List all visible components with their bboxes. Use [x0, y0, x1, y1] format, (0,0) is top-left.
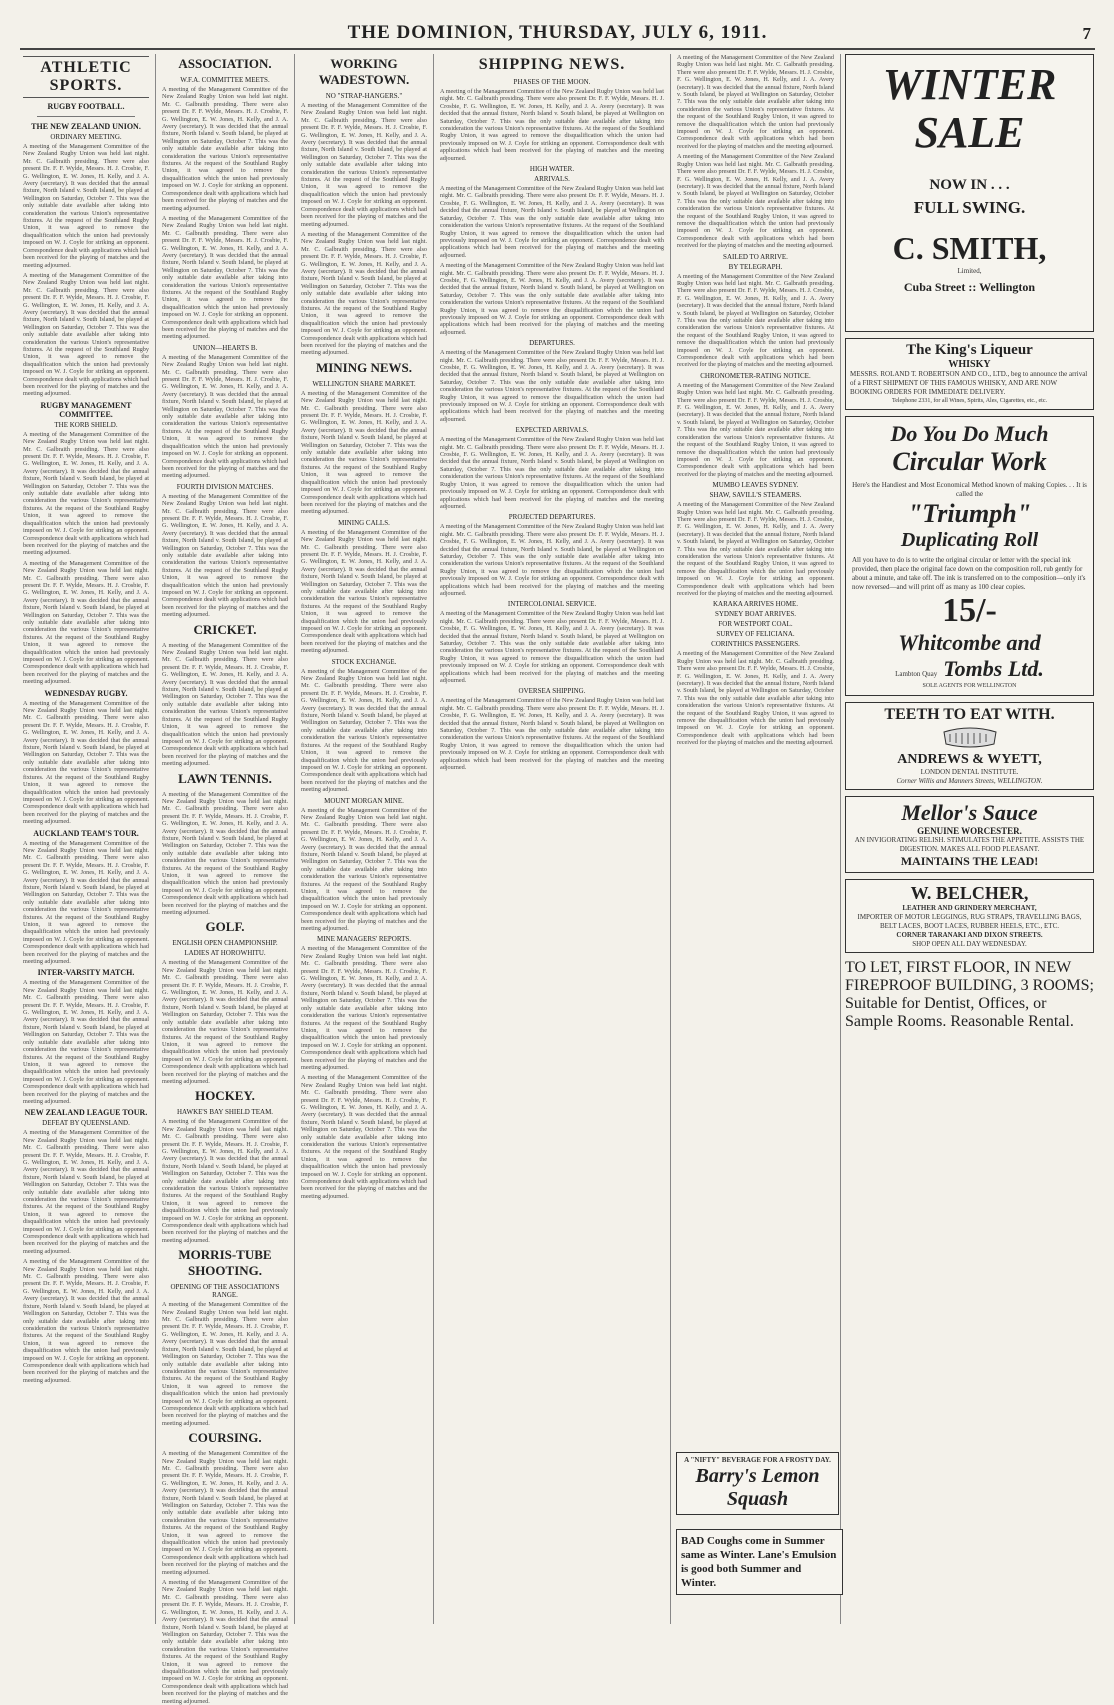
- ad-barry-title: Barry's Lemon Squash: [695, 1465, 820, 1510]
- section-heading: LAWN TENNIS.: [178, 770, 272, 786]
- minor-heading: ENGLISH OPEN CHAMPIONSHIP.: [172, 939, 278, 948]
- minor-heading: THE KORB SHIELD.: [54, 420, 118, 429]
- sub-heading: INTER-VARSITY MATCH.: [37, 968, 135, 978]
- masthead: [20, 22, 1095, 50]
- ad-belcher-hours: SHOP OPEN ALL DAY WEDNESDAY.: [912, 940, 1027, 948]
- article-text: A meeting of the Management Committee of the New Zealand Rugby Union was held last night. Mr. C. Galbraith presiding. There were also present Dr. F. F. Wylde, Messrs. H. J. Crosbie, F. G. Wellington, E. W. Jones, H. Kelly, and J. A. Avery (secretary). It was decided that the annual fixture, North Island v. South Island, be played at Wellington on Saturday, October 7. This was the only suitable date available after taking into consideration the various Union's representative fixtures. At the request of the Southland Rugby Union, it was agreed to remove the disqualification which the union had previously imposed on W. J. Coyle for striking an opponent. Correspondence dealt with applications which had been received for the playing of matches and the meeting adjourned.: [440, 436, 664, 510]
- section-heading: CRICKET.: [193, 621, 257, 637]
- minor-heading: FOR WESTPORT COAL.: [718, 620, 793, 629]
- section-heading: HOCKEY.: [195, 1088, 255, 1104]
- article-text: A meeting of the Management Committee of the New Zealand Rugby Union was held last night. Mr. C. Galbraith presiding. There were also present Dr. F. F. Wylde, Messrs. H. J. Crosbie, F. G. Wellington, E. W. Jones, H. Kelly, and J. A. Avery (secretary). It was decided that the annual fixture, North Island v. South Island, be played at Wellington on Saturday, October 7. This was the only suitable date available after taking into consideration the various Union's representative fixtures. At the request of the Southland Rugby Union, it was agreed to remove the disqualification which the union had previously imposed on W. J. Coyle for striking an opponent. Correspondence dealt with applications which had been received for the playing of matches and the meeting adjourned.: [301, 528, 427, 655]
- article-text: A meeting of the Management Committee of the New Zealand Rugby Union was held last night. Mr. C. Galbraith presiding. There were also present Dr. F. F. Wylde, Messrs. H. J. Crosbie, F. G. Wellington, E. W. Jones, H. Kelly, and J. A. Avery (secretary). It was decided that the annual fixture, North Island v. South Island, be played at Wellington on Saturday, October 7. This was the only suitable date available after taking into consideration the various Union's representative fixtures. At the request of the Southland Rugby Union, it was agreed to remove the disqualification which the union had previously imposed on W. J. Coyle for striking an opponent. Correspondence dealt with applications which had been received for the playing of matches and the meeting adjourned.: [301, 1074, 427, 1200]
- column-rule: [155, 54, 156, 1624]
- ad-duplicating-roll: Duplicating Roll: [900, 529, 1039, 551]
- article-text: A meeting of the Management Committee of the New Zealand Rugby Union was held last night. Mr. C. Galbraith presiding. There were also present Dr. F. F. Wylde, Messrs. H. J. Crosbie, F. G. Wellington, E. W. Jones, H. Kelly, and J. A. Avery (secretary). It was decided that the annual fixture, North Island v. South Island, be played at Wellington on Saturday, October 7. This was the only suitable date available after taking into consideration the various Union's representative fixtures. At the request of the Southland Rugby Union, it was agreed to remove the disqualification which the union had previously imposed on W. J. Coyle for striking an opponent. Correspondence dealt with applications which had been received for the playing of matches and the meeting adjourned.: [440, 185, 664, 259]
- ad-belcher-text: IMPORTER OF MOTOR LEGGINGS, RUG STRAPS, TRAVELLING BAGS, BELT LACES, BOOT LACES, RUBBER HEELS, ETC., ETC.: [857, 913, 1082, 930]
- minor-heading: PHASES OF THE MOON.: [513, 78, 591, 86]
- minor-heading: W.F.A. COMMITTEE MEETS.: [180, 76, 270, 84]
- sub-heading: NEW ZEALAND LEAGUE TOUR.: [24, 1108, 148, 1118]
- section-heading: ASSOCIATION.: [178, 56, 272, 71]
- ad-kings-phone: Telephone 2331, for all Wines, Spirits, Ales, Cigarettes, etc., etc.: [891, 398, 1048, 404]
- minor-heading: MUMBO LEAVES SYDNEY.: [712, 481, 799, 490]
- column-shipping-continued: [672, 54, 839, 1624]
- article-text: A meeting of the Management Committee of the New Zealand Rugby Union was held last night. Mr. C. Galbraith presiding. There were also present Dr. F. F. Wylde, Messrs. H. J. Crosbie, F. G. Wellington, E. W. Jones, H. Kelly, and J. A. Avery (secretary). It was decided that the annual fixture, North Island v. South Island, be played at Wellington on Saturday, October 7. This was the only suitable date available after taking into consideration the various Union's representative fixtures. At the request of the Southland Rugby Union, it was agreed to remove the disqualification which the union had previously imposed on W. J. Coyle for striking an opponent. Correspondence dealt with applications which had been received for the playing of matches and the meeting adjourned.: [23, 839, 149, 966]
- sub-heading: AUCKLAND TEAM'S TOUR.: [33, 828, 139, 838]
- ad-teeth-title: TEETH TO EAT WITH.: [884, 706, 1055, 723]
- article-text: A meeting of the Management Committee of the New Zealand Rugby Union was held last night. Mr. C. Galbraith presiding. There were also present Dr. F. F. Wylde, Messrs. H. J. Crosbie, F. G. Wellington, E. W. Jones, H. Kelly, and J. A. Avery (secretary). It was decided that the annual fixture, North Island v. South Island, be played at Wellington on Saturday, October 7. This was the only suitable date available after taking into consideration the various Union's representative fixtures. At the request of the Southland Rugby Union, it was agreed to remove the disqualification which the union had previously imposed on W. J. Coyle for striking an opponent. Correspondence dealt with applications which had been received for the playing of matches and the meeting adjourned.: [301, 389, 427, 516]
- article-text: A meeting of the Management Committee of the New Zealand Rugby Union was held last night. Mr. C. Galbraith presiding. There were also present Dr. F. F. Wylde, Messrs. H. J. Crosbie, F. G. Wellington, E. W. Jones, H. Kelly, and J. A. Avery (secretary). It was decided that the annual fixture, North Island v. South Island, be played at Wellington on Saturday, October 7. This was the only suitable date available after taking into consideration the various Union's representative fixtures. At the request of the Southland Rugby Union, it was agreed to remove the disqualification which the union had previously imposed on W. J. Coyle for striking an opponent. Correspondence dealt with applications which had been received for the playing of matches and the meeting adjourned.: [677, 153, 834, 250]
- article-text: A meeting of the Management Committee of the New Zealand Rugby Union was held last night. Mr. C. Galbraith presiding. There were also present Dr. F. F. Wylde, Messrs. H. J. Crosbie, F. G. Wellington, E. W. Jones, H. Kelly, and J. A. Avery (secretary). It was decided that the annual fixture, North Island v. South Island, be played at Wellington on Saturday, October 7. This was the only suitable date available after taking into consideration the various Union's representative fixtures. At the request of the Southland Rugby Union, it was agreed to remove the disqualification which the union had previously imposed on W. J. Coyle for striking an opponent. Correspondence dealt with applications which had been received for the playing of matches and the meeting adjourned.: [162, 1118, 288, 1244]
- ad-kings-text: MESSRS. ROLAND T. ROBERTSON AND CO., LTD., beg to announce the arrival of a FIRST SHIPMENT OF THIS FAMOUS WHISKY, AND ARE NOW BOOKING ORDERS FOR IMMEDIATE DELIVERY.: [850, 370, 1088, 396]
- minor-heading: MINING CALLS.: [338, 518, 390, 527]
- ad-price: 15/-: [942, 592, 997, 629]
- article-text: A meeting of the Management Committee of the New Zealand Rugby Union was held last night. Mr. C. Galbraith presiding. There were also present Dr. F. F. Wylde, Messrs. H. J. Crosbie, F. G. Wellington, E. W. Jones, H. Kelly, and J. A. Avery (secretary). It was decided that the annual fixture, North Island v. South Island, be played at Wellington on Saturday, October 7. This was the only suitable date available after taking into consideration the various Union's representative fixtures. At the request of the Southland Rugby Union, it was agreed to remove the disqualification which the union had previously imposed on W. J. Coyle for striking an opponent. Correspondence dealt with applications which had been received for the playing of matches and the meeting adjourned.: [23, 1258, 149, 1384]
- section-heading: MINING NEWS.: [315, 359, 413, 375]
- dentures-icon: [940, 726, 1000, 750]
- article-text: A meeting of the Management Committee of the New Zealand Rugby Union was held last night. Mr. C. Galbraith presiding. There were also present Dr. F. F. Wylde, Messrs. H. J. Crosbie, F. G. Wellington, E. W. Jones, H. Kelly, and J. A. Avery (secretary). It was decided that the annual fixture, North Island v. South Island, be played at Wellington on Saturday, October 7. This was the only suitable date available after taking into consideration the various Union's representative fixtures. At the request of the Southland Rugby Union, it was agreed to remove the disqualification which the union had previously imposed on W. J. Coyle for striking an opponent. Correspondence dealt with applications which had been received for the playing of matches and the meeting adjourned.: [162, 1450, 288, 1576]
- ad-mellor-lead: MAINTAINS THE LEAD!: [900, 854, 1039, 868]
- ad-smith-address: Cuba Street :: Wellington: [903, 280, 1036, 294]
- minor-heading: DEFEAT BY QUEENSLAND.: [42, 1119, 130, 1128]
- minor-heading: FOURTH DIVISION MATCHES.: [176, 482, 274, 491]
- column-athletic-sports: [18, 54, 154, 1624]
- column-wadestown-mining: [296, 54, 432, 1624]
- ad-smith-limited: Limited,: [957, 267, 982, 275]
- ad-coughs-text: BAD Coughs come in Summer same as Winter. Lane's Emulsion is good both Summer and Winter.: [681, 1535, 837, 1589]
- article-text: A meeting of the Management Committee of the New Zealand Rugby Union was held last night. Mr. C. Galbraith presiding. There were also present Dr. F. F. Wylde, Messrs. H. J. Crosbie, F. G. Wellington, E. W. Jones, H. Kelly, and J. A. Avery (secretary). It was decided that the annual fixture, North Island v. South Island, be played at Wellington on Saturday, October 7. This was the only suitable date available after taking into consideration the various Union's representative fixtures. At the request of the Southland Rugby Union, it was agreed to remove the disqualification which the union had previously imposed on W. J. Coyle for striking an opponent. Correspondence dealt with applications which had been received for the playing of matches and the meeting adjourned.: [677, 272, 834, 369]
- minor-heading: WELLINGTON SHARE MARKET.: [312, 379, 416, 388]
- article-text: A meeting of the Management Committee of the New Zealand Rugby Union was held last night. Mr. C. Galbraith presiding. There were also present Dr. F. F. Wylde, Messrs. H. J. Crosbie, F. G. Wellington, E. W. Jones, H. Kelly, and J. A. Avery (secretary). It was decided that the annual fixture, North Island v. South Island, be played at Wellington on Saturday, October 7. This was the only suitable date available after taking into consideration the various Union's representative fixtures. At the request of the Southland Rugby Union, it was agreed to remove the disqualification which the union had previously imposed on W. J. Coyle for striking an opponent. Correspondence dealt with applications which had been received for the playing of matches and the meeting adjourned.: [440, 697, 664, 772]
- ad-lanes-emulsion: [676, 1529, 843, 1595]
- minor-heading: SYDNEY BOAT ARRIVES.: [714, 610, 797, 619]
- minor-heading: CHRONOMETER-RATING NOTICE.: [700, 371, 811, 380]
- minor-heading: HIGH WATER.: [529, 165, 575, 174]
- minor-heading: SURVEY OF FELICIANA.: [716, 630, 795, 639]
- minor-heading: MINE MANAGERS' REPORTS.: [317, 935, 411, 944]
- article-text: A meeting of the Management Committee of the New Zealand Rugby Union was held last night. Mr. C. Galbraith presiding. There were also present Dr. F. F. Wylde, Messrs. H. J. Crosbie, F. G. Wellington, E. W. Jones, H. Kelly, and J. A. Avery (secretary). It was decided that the annual fixture, North Island v. South Island, be played at Wellington on Saturday, October 7. This was the only suitable date available after taking into consideration the various Union's representative fixtures. At the request of the Southland Rugby Union, it was agreed to remove the disqualification which the union had previously imposed on W. J. Coyle for striking an opponent. Correspondence dealt with applications which had been received for the playing of matches and the meeting adjourned.: [162, 959, 288, 1085]
- article-text: A meeting of the Management Committee of the New Zealand Rugby Union was held last night. Mr. C. Galbraith presiding. There were also present Dr. F. F. Wylde, Messrs. H. J. Crosbie, F. G. Wellington, E. W. Jones, H. Kelly, and J. A. Avery (secretary). It was decided that the annual fixture, North Island v. South Island, be played at Wellington on Saturday, October 7. This was the only suitable date available after taking into consideration the various Union's representative fixtures. At the request of the Southland Rugby Union, it was agreed to remove the disqualification which the union had previously imposed on W. J. Coyle for striking an opponent. Correspondence dealt with applications which had been received for the playing of matches and the meeting adjourned.: [23, 1129, 149, 1255]
- article-text: A meeting of the Management Committee of the New Zealand Rugby Union was held last night. Mr. C. Galbraith presiding. There were also present Dr. F. F. Wylde, Messrs. H. J. Crosbie, F. G. Wellington, E. W. Jones, H. Kelly, and J. A. Avery (secretary). It was decided that the annual fixture, North Island v. South Island, be played at Wellington on Saturday, October 7. This was the only suitable date available after taking into consideration the various Union's representative fixtures. At the request of the Southland Rugby Union, it was agreed to remove the disqualification which the union had previously imposed on W. J. Coyle for striking an opponent. Correspondence dealt with applications which had been received for the playing of matches and the meeting adjourned.: [301, 230, 427, 357]
- article-text: A meeting of the Management Committee of the New Zealand Rugby Union was held last night. Mr. C. Galbraith presiding. There were also present Dr. F. F. Wylde, Messrs. H. J. Crosbie, F. G. Wellington, E. W. Jones, H. Kelly, and J. A. Avery (secretary). It was decided that the annual fixture, North Island v. South Island, be played at Wellington on Saturday, October 7. This was the only suitable date available after taking into consideration the various Union's representative fixtures. At the request of the Southland Rugby Union, it was agreed to remove the disqualification which the union had previously imposed on W. J. Coyle for striking an opponent. Correspondence dealt with applications which had been received for the playing of matches and the meeting adjourned.: [162, 1301, 288, 1427]
- ad-belcher-address: CORNER TARANAKI AND DIXON STREETS.: [896, 931, 1043, 939]
- section-heading: COURSING.: [188, 1430, 262, 1446]
- minor-heading: MOUNT MORGAN MINE.: [324, 796, 404, 805]
- article-text: A meeting of the Management Committee of the New Zealand Rugby Union was held last night. Mr. C. Galbraith presiding. There were also present Dr. F. F. Wylde, Messrs. H. J. Crosbie, F. G. Wellington, E. W. Jones, H. Kelly, and J. A. Avery (secretary). It was decided that the annual fixture, North Island v. South Island, be played at Wellington on Saturday, October 7. This was the only suitable date available after taking into consideration the various Union's representative fixtures. At the request of the Southland Rugby Union, it was agreed to remove the disqualification which the union had previously imposed on W. J. Coyle for striking an opponent. Correspondence dealt with applications which had been received for the playing of matches and the meeting adjourned.: [301, 667, 427, 794]
- ad-andrews-sub: LONDON DENTAL INSTITUTE.: [920, 768, 1019, 776]
- sub-heading: RUGBY MANAGEMENT COMMITTEE.: [40, 400, 132, 419]
- ad-mellor-sub: GENUINE WORCESTER.: [917, 826, 1022, 836]
- minor-heading: LADIES AT HOROWHITU.: [184, 949, 266, 958]
- ad-now-in: NOW IN . . .: [929, 177, 1010, 193]
- minor-heading: STOCK EXCHANGE.: [331, 657, 397, 666]
- minor-heading: UNION—HEARTS B.: [192, 343, 258, 352]
- section-heading: GOLF.: [205, 919, 245, 935]
- column-rule: [294, 54, 295, 1624]
- column-association: [157, 54, 293, 1705]
- article-text: A meeting of the Management Committee of the New Zealand Rugby Union was held last night. Mr. C. Galbraith presiding. There were also present Dr. F. F. Wylde, Messrs. H. J. Crosbie, F. G. Wellington, E. W. Jones, H. Kelly, and J. A. Avery (secretary). It was decided that the annual fixture, North Island v. South Island, be played at Wellington on Saturday, October 7. This was the only suitable date available after taking into consideration the various Union's representative fixtures. At the request of the Southland Rugby Union, it was agreed to remove the disqualification which the union had previously imposed on W. J. Coyle for striking an opponent. Correspondence dealt with applications which had been received for the playing of matches and the meeting adjourned.: [162, 214, 288, 341]
- article-text: A meeting of the Management Committee of the New Zealand Rugby Union was held last night. Mr. C. Galbraith presiding. There were also present Dr. F. F. Wylde, Messrs. H. J. Crosbie, F. G. Wellington, E. W. Jones, H. Kelly, and J. A. Avery (secretary). It was decided that the annual fixture, North Island v. South Island, be played at Wellington on Saturday, October 7. This was the only suitable date available after taking into consideration the various Union's representative fixtures. At the request of the Southland Rugby Union, it was agreed to remove the disqualification which the union had previously imposed on W. J. Coyle for striking an opponent. Correspondence dealt with applications which had been received for the playing of matches and the meeting adjourned.: [440, 610, 664, 685]
- ad-lambton: Lambton Quay: [895, 670, 938, 678]
- ad-andrews-name: ANDREWS & WYETT,: [897, 752, 1042, 767]
- ad-do-you: Do You Do Much: [890, 421, 1049, 446]
- ad-triumph-name: "Triumph": [907, 499, 1032, 528]
- ad-andrews-wyett: [845, 702, 1094, 790]
- article-text: A meeting of the Management Committee of the New Zealand Rugby Union was held last night. Mr. C. Galbraith presiding. There were also present Dr. F. F. Wylde, Messrs. H. J. Crosbie, F. G. Wellington, E. W. Jones, H. Kelly, and J. A. Avery (secretary). It was decided that the annual fixture, North Island v. South Island, be played at Wellington on Saturday, October 7. This was the only suitable date available after taking into consideration the various Union's representative fixtures. At the request of the Southland Rugby Union, it was agreed to remove the disqualification which the union had previously imposed on W. J. Coyle for striking an opponent. Correspondence dealt with applications which had been received for the playing of matches and the meeting adjourned.: [677, 381, 834, 478]
- article-text: A meeting of the Management Committee of the New Zealand Rugby Union was held last night. Mr. C. Galbraith presiding. There were also present Dr. F. F. Wylde, Messrs. H. J. Crosbie, F. G. Wellington, E. W. Jones, H. Kelly, and J. A. Avery (secretary). It was decided that the annual fixture, North Island v. South Island, be played at Wellington on Saturday, October 7. This was the only suitable date available after taking into consideration the various Union's representative fixtures. At the request of the Southland Rugby Union, it was agreed to remove the disqualification which the union had previously imposed on W. J. Coyle for striking an opponent. Correspondence dealt with applications which had been received for the playing of matches and the meeting adjourned.: [23, 559, 149, 686]
- ad-smith-name: C. SMITH,: [892, 230, 1047, 266]
- divider: [37, 116, 135, 117]
- minor-heading: SAILED TO ARRIVE.: [723, 252, 788, 261]
- minor-heading: BY TELEGRAPH.: [728, 262, 783, 271]
- minor-heading: NO "STRAP-HANGERS.": [325, 92, 403, 100]
- column-rule: [670, 54, 671, 1624]
- minor-heading: ORDINARY MEETING.: [50, 133, 122, 141]
- section-heading: ATHLETIC SPORTS.: [23, 56, 149, 98]
- page-number: 7: [1082, 24, 1091, 43]
- article-text: A meeting of the Management Committee of the New Zealand Rugby Union was held last night. Mr. C. Galbraith presiding. There were also present Dr. F. F. Wylde, Messrs. H. J. Crosbie, F. G. Wellington, E. W. Jones, H. Kelly, and J. A. Avery (secretary). It was decided that the annual fixture, North Island v. South Island, be played at Wellington on Saturday, October 7. This was the only suitable date available after taking into consideration the various Union's representative fixtures. At the request of the Southland Rugby Union, it was agreed to remove the disqualification which the union had previously imposed on W. J. Coyle for striking an opponent. Correspondence dealt with applications which had been received for the playing of matches and the meeting adjourned.: [677, 54, 834, 150]
- minor-heading: DEPARTURES.: [529, 339, 575, 348]
- article-text: A meeting of the Management Committee of the New Zealand Rugby Union was held last night. Mr. C. Galbraith presiding. There were also present Dr. F. F. Wylde, Messrs. H. J. Crosbie, F. G. Wellington, E. W. Jones, H. Kelly, and J. A. Avery (secretary). It was decided that the annual fixture, North Island v. South Island, be played at Wellington on Saturday, October 7. This was the only suitable date available after taking into consideration the various Union's representative fixtures. At the request of the Southland Rugby Union, it was agreed to remove the disqualification which the union had previously imposed on W. J. Coyle for striking an opponent. Correspondence dealt with applications which had been received for the playing of matches and the meeting adjourned.: [440, 88, 664, 162]
- minor-heading: HAWKE'S BAY SHIELD TEAM.: [176, 1108, 274, 1117]
- ad-sole-agents: SOLE AGENTS FOR WELLINGTON: [922, 683, 1017, 689]
- article-text: A meeting of the Management Committee of the New Zealand Rugby Union was held last night. Mr. C. Galbraith presiding. There were also present Dr. F. F. Wylde, Messrs. H. J. Crosbie, F. G. Wellington, E. W. Jones, H. Kelly, and J. A. Avery (secretary). It was decided that the annual fixture, North Island v. South Island, be played at Wellington on Saturday, October 7. This was the only suitable date available after taking into consideration the various Union's representative fixtures. At the request of the Southland Rugby Union, it was agreed to remove the disqualification which the union had previously imposed on W. J. Coyle for striking an opponent. Correspondence dealt with applications which had been received for the playing of matches and the meeting adjourned.: [23, 979, 149, 1105]
- ad-belcher: [845, 879, 1094, 953]
- article-text: A meeting of the Management Committee of the New Zealand Rugby Union was held last night. Mr. C. Galbraith presiding. There were also present Dr. F. F. Wylde, Messrs. H. J. Crosbie, F. G. Wellington, E. W. Jones, H. Kelly, and J. A. Avery (secretary). It was decided that the annual fixture, North Island v. South Island, be played at Wellington on Saturday, October 7. This was the only suitable date available after taking into consideration the various Union's representative fixtures. At the request of the Southland Rugby Union, it was agreed to remove the disqualification which the union had previously imposed on W. J. Coyle for striking an opponent. Correspondence dealt with applications which had been received for the playing of matches and the meeting adjourned.: [677, 650, 834, 747]
- minor-heading: ARRIVALS.: [534, 175, 570, 184]
- ad-circular-work: Circular Work: [892, 447, 1047, 476]
- ad-triumph-text: All you have to do is to write the original circular or letter with the special ink provided, then place the original face down on the composition roll, rub gently for about a minute, and take off. The ink is transferred on to the composition—only it's now reversed—and will print off as many as 100 clear copies.: [852, 556, 1086, 591]
- article-text: A meeting of the Management Committee of the New Zealand Rugby Union was held last night. Mr. C. Galbraith presiding. There were also present Dr. F. F. Wylde, Messrs. H. J. Crosbie, F. G. Wellington, E. W. Jones, H. Kelly, and J. A. Avery (secretary). It was decided that the annual fixture, North Island v. South Island, be played at Wellington on Saturday, October 7. This was the only suitable date available after taking into consideration the various Union's representative fixtures. At the request of the Southland Rugby Union, it was agreed to remove the disqualification which the union had previously imposed on W. J. Coyle for striking an opponent. Correspondence dealt with applications which had been received for the playing of matches and the meeting adjourned.: [23, 143, 149, 269]
- article-text: A meeting of the Management Committee of the New Zealand Rugby Union was held last night. Mr. C. Galbraith presiding. There were also present Dr. F. F. Wylde, Messrs. H. J. Crosbie, F. G. Wellington, E. W. Jones, H. Kelly, and J. A. Avery (secretary). It was decided that the annual fixture, North Island v. South Island, be played at Wellington on Saturday, October 7. This was the only suitable date available after taking into consideration the various Union's representative fixtures. At the request of the Southland Rugby Union, it was agreed to remove the disqualification which the union had previously imposed on W. J. Coyle for striking an opponent. Correspondence dealt with applications which had been received for the playing of matches and the meeting adjourned.: [162, 641, 288, 768]
- ad-belcher-name: W. BELCHER,: [910, 883, 1029, 903]
- article-text: A meeting of the Management Committee of the New Zealand Rugby Union was held last night. Mr. C. Galbraith presiding. There were also present Dr. F. F. Wylde, Messrs. H. J. Crosbie, F. G. Wellington, E. W. Jones, H. Kelly, and J. A. Avery (secretary). It was decided that the annual fixture, North Island v. South Island, be played at Wellington on Saturday, October 7. This was the only suitable date available after taking into consideration the various Union's representative fixtures. At the request of the Southland Rugby Union, it was agreed to remove the disqualification which the union had previously imposed on W. J. Coyle for striking an opponent. Correspondence dealt with applications which had been received for the playing of matches and the meeting adjourned.: [162, 353, 288, 480]
- article-text: A meeting of the Management Committee of the New Zealand Rugby Union was held last night. Mr. C. Galbraith presiding. There were also present Dr. F. F. Wylde, Messrs. H. J. Crosbie, F. G. Wellington, E. W. Jones, H. Kelly, and J. A. Avery (secretary). It was decided that the annual fixture, North Island v. South Island, be played at Wellington on Saturday, October 7. This was the only suitable date available after taking into consideration the various Union's representative fixtures. At the request of the Southland Rugby Union, it was agreed to remove the disqualification which the union had previously imposed on W. J. Coyle for striking an opponent. Correspondence dealt with applications which had been received for the playing of matches and the meeting adjourned.: [23, 271, 149, 398]
- minor-heading: OPENING OF THE ASSOCIATION'S RANGE.: [170, 1283, 280, 1300]
- ad-whitcombe: Whitcombe and: [898, 630, 1041, 655]
- sub-heading: WEDNESDAY RUGBY.: [44, 688, 128, 698]
- article-text: A meeting of the Management Committee of the New Zealand Rugby Union was held last night. Mr. C. Galbraith presiding. There were also present Dr. F. F. Wylde, Messrs. H. J. Crosbie, F. G. Wellington, E. W. Jones, H. Kelly, and J. A. Avery (secretary). It was decided that the annual fixture, North Island v. South Island, be played at Wellington on Saturday, October 7. This was the only suitable date available after taking into consideration the various Union's representative fixtures. At the request of the Southland Rugby Union, it was agreed to remove the disqualification which the union had previously imposed on W. J. Coyle for striking an opponent. Correspondence dealt with applications which had been received for the playing of matches and the meeting adjourned.: [162, 492, 288, 619]
- article-text: A meeting of the Management Committee of the New Zealand Rugby Union was held last night. Mr. C. Galbraith presiding. There were also present Dr. F. F. Wylde, Messrs. H. J. Crosbie, F. G. Wellington, E. W. Jones, H. Kelly, and J. A. Avery (secretary). It was decided that the annual fixture, North Island v. South Island, be played at Wellington on Saturday, October 7. This was the only suitable date available after taking into consideration the various Union's representative fixtures. At the request of the Southland Rugby Union, it was agreed to remove the disqualification which the union had previously imposed on W. J. Coyle for striking an opponent. Correspondence dealt with applications which had been received for the playing of matches and the meeting adjourned.: [23, 699, 149, 826]
- minor-heading: CORINTHICS PASSENGERS.: [711, 640, 800, 649]
- ad-kings-whisky: WHISKY: [948, 359, 991, 370]
- section-heading: WORKING WADESTOWN.: [318, 56, 410, 87]
- article-text: A meeting of the Management Committee of the New Zealand Rugby Union was held last night. Mr. C. Galbraith presiding. There were also present Dr. F. F. Wylde, Messrs. H. J. Crosbie, F. G. Wellington, E. W. Jones, H. Kelly, and J. A. Avery (secretary). It was decided that the annual fixture, North Island v. South Island, be played at Wellington on Saturday, October 7. This was the only suitable date available after taking into consideration the various Union's representative fixtures. At the request of the Southland Rugby Union, it was agreed to remove the disqualification which the union had previously imposed on W. J. Coyle for striking an opponent. Correspondence dealt with applications which had been received for the playing of matches and the meeting adjourned.: [677, 501, 834, 597]
- article-text: A meeting of the Management Committee of the New Zealand Rugby Union was held last night. Mr. C. Galbraith presiding. There were also present Dr. F. F. Wylde, Messrs. H. J. Crosbie, F. G. Wellington, E. W. Jones, H. Kelly, and J. A. Avery (secretary). It was decided that the annual fixture, North Island v. South Island, be played at Wellington on Saturday, October 7. This was the only suitable date available after taking into consideration the various Union's representative fixtures. At the request of the Southland Rugby Union, it was agreed to remove the disqualification which the union had previously imposed on W. J. Coyle for striking an opponent. Correspondence dealt with applications which had been received for the playing of matches and the meeting adjourned.: [301, 945, 427, 1071]
- minor-heading: SHAW, SAVILL'S STEAMERS.: [709, 491, 802, 500]
- ad-tombs: Tombs Ltd.: [943, 656, 1044, 681]
- section-heading: MORRIS-TUBE SHOOTING.: [178, 1247, 272, 1279]
- ad-mellors-sauce: [845, 796, 1094, 873]
- minor-heading: INTERCOLONIAL SERVICE.: [507, 600, 597, 609]
- ad-winter-sale: [845, 54, 1094, 332]
- article-text: A meeting of the Management Committee of the New Zealand Rugby Union was held last night. Mr. C. Galbraith presiding. There were also present Dr. F. F. Wylde, Messrs. H. J. Crosbie, F. G. Wellington, E. W. Jones, H. Kelly, and J. A. Avery (secretary). It was decided that the annual fixture, North Island v. South Island, be played at Wellington on Saturday, October 7. This was the only suitable date available after taking into consideration the various Union's representative fixtures. At the request of the Southland Rugby Union, it was agreed to remove the disqualification which the union had previously imposed on W. J. Coyle for striking an opponent. Correspondence dealt with applications which had been received for the playing of matches and the meeting adjourned.: [301, 806, 427, 933]
- ad-mellor-text: AN INVIGORATING RELISH. STIMULATES THE APPETITE. ASSISTS THE DIGESTION. MAKES ALL FOOD PLEASANT.: [854, 836, 1085, 853]
- sub-heading: THE NEW ZEALAND UNION.: [31, 122, 141, 131]
- minor-heading: EXPECTED ARRIVALS.: [515, 426, 589, 435]
- ad-barry-tagline: A "NIFTY" BEVERAGE FOR A FROSTY DAY.: [684, 1456, 831, 1464]
- column-rule: [433, 54, 434, 1624]
- ad-andrews-address: Corner Willis and Manners Streets, WELLINGTON.: [896, 777, 1043, 785]
- ad-triumph-roll: [845, 416, 1094, 696]
- minor-heading: KARAKA ARRIVES HOME.: [713, 600, 798, 609]
- article-text: A meeting of the Management Committee of the New Zealand Rugby Union was held last night. Mr. C. Galbraith presiding. There were also present Dr. F. F. Wylde, Messrs. H. J. Crosbie, F. G. Wellington, E. W. Jones, H. Kelly, and J. A. Avery (secretary). It was decided that the annual fixture, North Island v. South Island, be played at Wellington on Saturday, October 7. This was the only suitable date available after taking into consideration the various Union's representative fixtures. At the request of the Southland Rugby Union, it was agreed to remove the disqualification which the union had previously imposed on W. J. Coyle for striking an opponent. Correspondence dealt with applications which had been received for the playing of matches and the meeting adjourned.: [162, 1579, 288, 1705]
- article-text: A meeting of the Management Committee of the New Zealand Rugby Union was held last night. Mr. C. Galbraith presiding. There were also present Dr. F. F. Wylde, Messrs. H. J. Crosbie, F. G. Wellington, E. W. Jones, H. Kelly, and J. A. Avery (secretary). It was decided that the annual fixture, North Island v. South Island, be played at Wellington on Saturday, October 7. This was the only suitable date available after taking into consideration the various Union's representative fixtures. At the request of the Southland Rugby Union, it was agreed to remove the disqualification which the union had previously imposed on W. J. Coyle for striking an opponent. Correspondence dealt with applications which had been received for the playing of matches and the meeting adjourned.: [440, 523, 664, 597]
- ad-winter-title: WINTER: [882, 60, 1057, 109]
- article-text: A meeting of the Management Committee of the New Zealand Rugby Union was held last night. Mr. C. Galbraith presiding. There were also present Dr. F. F. Wylde, Messrs. H. J. Crosbie, F. G. Wellington, E. W. Jones, H. Kelly, and J. A. Avery (secretary). It was decided that the annual fixture, North Island v. South Island, be played at Wellington on Saturday, October 7. This was the only suitable date available after taking into consideration the various Union's representative fixtures. At the request of the Southland Rugby Union, it was agreed to remove the disqualification which the union had previously imposed on W. J. Coyle for striking an opponent. Correspondence dealt with applications which had been received for the playing of matches and the meeting adjourned.: [440, 262, 664, 336]
- ad-triumph-intro: Here's the Handiest and Most Economical Method known of making Copies. . . It is called the: [852, 481, 1087, 498]
- article-text: A meeting of the Management Committee of the New Zealand Rugby Union was held last night. Mr. C. Galbraith presiding. There were also present Dr. F. F. Wylde, Messrs. H. J. Crosbie, F. G. Wellington, E. W. Jones, H. Kelly, and J. A. Avery (secretary). It was decided that the annual fixture, North Island v. South Island, be played at Wellington on Saturday, October 7. This was the only suitable date available after taking into consideration the various Union's representative fixtures. At the request of the Southland Rugby Union, it was agreed to remove the disqualification which the union had previously imposed on W. J. Coyle for striking an opponent. Correspondence dealt with applications which had been received for the playing of matches and the meeting adjourned.: [23, 430, 149, 557]
- column-rule: [840, 54, 841, 1624]
- article-text: A meeting of the Management Committee of the New Zealand Rugby Union was held last night. Mr. C. Galbraith presiding. There were also present Dr. F. F. Wylde, Messrs. H. J. Crosbie, F. G. Wellington, E. W. Jones, H. Kelly, and J. A. Avery (secretary). It was decided that the annual fixture, North Island v. South Island, be played at Wellington on Saturday, October 7. This was the only suitable date available after taking into consideration the various Union's representative fixtures. At the request of the Southland Rugby Union, it was agreed to remove the disqualification which the union had previously imposed on W. J. Coyle for striking an opponent. Correspondence dealt with applications which had been received for the playing of matches and the meeting adjourned.: [440, 349, 664, 423]
- ad-kings-title: The King's Liqueur: [906, 342, 1033, 358]
- ad-to-let: TO LET, FIRST FLOOR, IN NEW FIREPROOF BUILDING, 3 ROOMS; Suitable for Dentist, Offices, or Sample Rooms. Reasonable Rental.: [845, 959, 1094, 1030]
- ad-sale-title: SALE: [914, 108, 1025, 157]
- ad-mellor-title: Mellor's Sauce: [901, 800, 1038, 825]
- sub-heading: RUGBY FOOTBALL.: [47, 102, 125, 111]
- ad-barrys-lemon-squash: [676, 1452, 839, 1515]
- column-advertisements: [842, 54, 1097, 1624]
- masthead-title: THE DOMINION, THURSDAY, JULY 6, 1911.: [347, 22, 768, 43]
- article-text: A meeting of the Management Committee of the New Zealand Rugby Union was held last night. Mr. C. Galbraith presiding. There were also present Dr. F. F. Wylde, Messrs. H. J. Crosbie, F. G. Wellington, E. W. Jones, H. Kelly, and J. A. Avery (secretary). It was decided that the annual fixture, North Island v. South Island, be played at Wellington on Saturday, October 7. This was the only suitable date available after taking into consideration the various Union's representative fixtures. At the request of the Southland Rugby Union, it was agreed to remove the disqualification which the union had previously imposed on W. J. Coyle for striking an opponent. Correspondence dealt with applications which had been received for the playing of matches and the meeting adjourned.: [162, 86, 288, 212]
- minor-heading: OVERSEA SHIPPING.: [518, 687, 586, 696]
- ad-full-swing: FULL SWING.: [913, 198, 1026, 217]
- article-text: A meeting of the Management Committee of the New Zealand Rugby Union was held last night. Mr. C. Galbraith presiding. There were also present Dr. F. F. Wylde, Messrs. H. J. Crosbie, F. G. Wellington, E. W. Jones, H. Kelly, and J. A. Avery (secretary). It was decided that the annual fixture, North Island v. South Island, be played at Wellington on Saturday, October 7. This was the only suitable date available after taking into consideration the various Union's representative fixtures. At the request of the Southland Rugby Union, it was agreed to remove the disqualification which the union had previously imposed on W. J. Coyle for striking an opponent. Correspondence dealt with applications which had been received for the playing of matches and the meeting adjourned.: [162, 790, 288, 917]
- minor-heading: PROJECTED DEPARTURES.: [508, 513, 596, 522]
- ad-kings-liqueur: [845, 338, 1094, 410]
- article-text: A meeting of the Management Committee of the New Zealand Rugby Union was held last night. Mr. C. Galbraith presiding. There were also present Dr. F. F. Wylde, Messrs. H. J. Crosbie, F. G. Wellington, E. W. Jones, H. Kelly, and J. A. Avery (secretary). It was decided that the annual fixture, North Island v. South Island, be played at Wellington on Saturday, October 7. This was the only suitable date available after taking into consideration the various Union's representative fixtures. At the request of the Southland Rugby Union, it was agreed to remove the disqualification which the union had previously imposed on W. J. Coyle for striking an opponent. Correspondence dealt with applications which had been received for the playing of matches and the meeting adjourned.: [301, 102, 427, 228]
- column-shipping-news: [435, 54, 669, 1624]
- ad-belcher-sub: LEATHER AND GRINDERY MERCHANT,: [902, 904, 1037, 912]
- section-heading: SHIPPING NEWS.: [478, 56, 626, 73]
